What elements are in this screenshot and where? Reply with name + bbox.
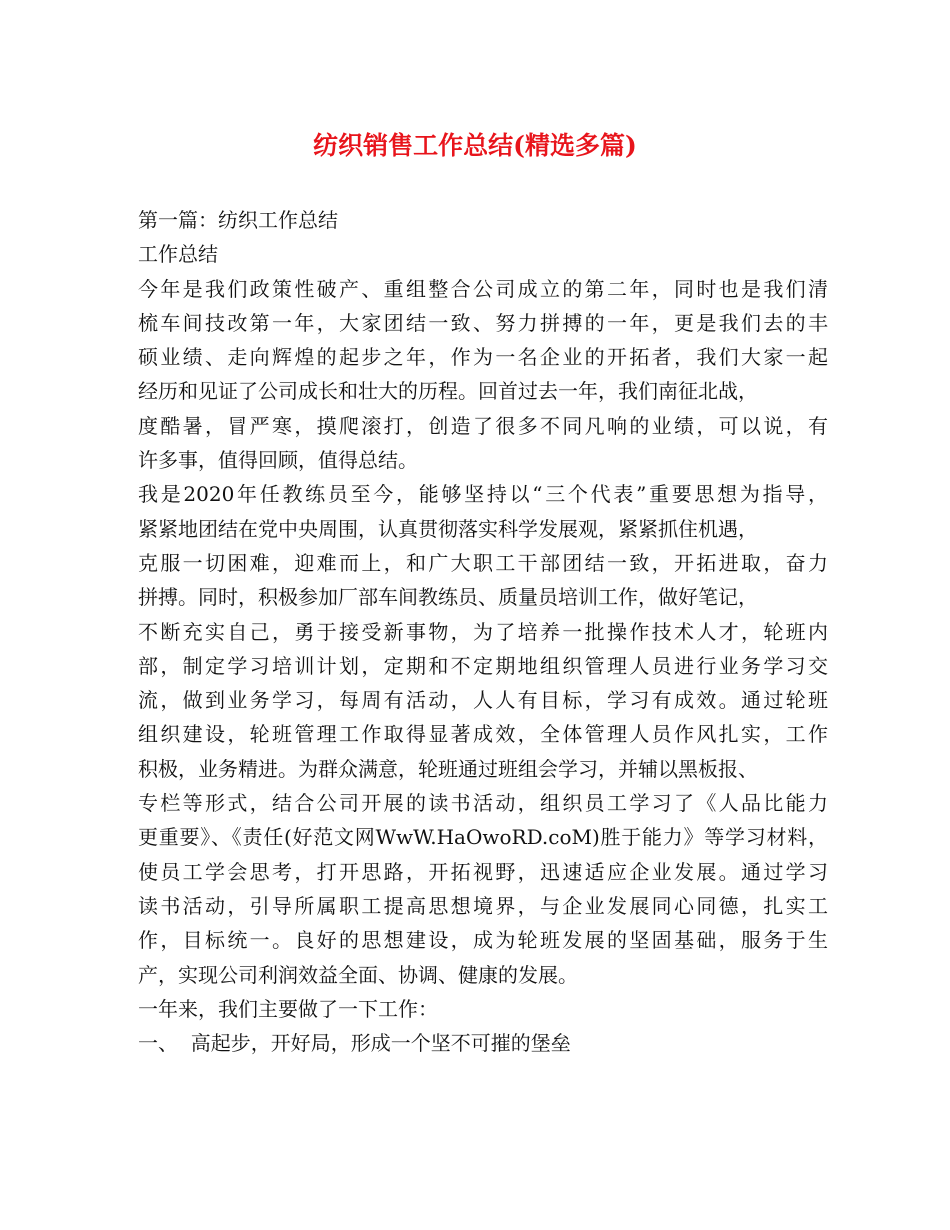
list-heading: 一、 高起步，开好局，形成一个坚不可摧的堡垒: [138, 1031, 571, 1056]
paragraph-line: 更重要》、《责任(好范文网WwW.HaOwoRD.coM)胜于能力》等学习材料，: [138, 825, 828, 850]
paragraph-line: 硕业绩、走向辉煌的起步之年，作为一名企业的开拓者，我们大家一起: [138, 345, 828, 370]
document-body: [138, 203, 828, 1060]
section-heading: 第一篇：纺织工作总结: [138, 208, 338, 232]
paragraph-line: 部，制定学习培训计划，定期和不定期地组织管理人员进行业务学习交: [138, 653, 828, 678]
paragraph-line: 作，目标统一。良好的思想建设，成为轮班发展的坚固基础，服务于生: [138, 928, 828, 953]
paragraph-line: 流，做到业务学习，每周有活动，人人有目标，学习有成效。通过轮班: [138, 688, 828, 713]
paragraph-line: 许多事，值得回顾，值得总结。: [138, 448, 418, 473]
paragraph-line: 我是2020年任教练员至今，能够坚持以“三个代表”重要思想为指导，: [138, 482, 828, 507]
paragraph-line: 产，实现公司利润效益全面、协调、健康的发展。: [138, 962, 578, 987]
paragraph-line: 梳车间技改第一年，大家团结一致、努力拼搏的一年，更是我们去的丰: [138, 310, 828, 335]
paragraph-line: 拼搏。同时，积极参加厂部车间教练员、质量员培训工作，做好笔记，: [138, 585, 758, 610]
paragraph-line: 读书活动，引导所属职工提高思想境界，与企业发展同心同德，扎实工: [138, 893, 828, 918]
paragraph-line: 积极，业务精进。为群众满意，轮班通过班组会学习，并辅以黑板报、: [138, 756, 758, 781]
paragraph-line: 紧紧地团结在党中央周围，认真贯彻落实科学发展观，紧紧抓住机遇，: [138, 516, 758, 541]
paragraph-line: 专栏等形式，结合公司开展的读书活动，组织员工学习了《人品比能力: [138, 791, 828, 816]
paragraph-line: 今年是我们政策性破产、重组整合公司成立的第二年，同时也是我们清: [138, 276, 828, 301]
paragraph-line: 不断充实自己，勇于接受新事物，为了培养一批操作技术人才，轮班内: [138, 619, 828, 644]
paragraph-line: 克服一切困难，迎难而上，和广大职工干部团结一致，开拓进取，奋力: [138, 550, 828, 575]
document-title: 纺织销售工作总结(精选多篇): [313, 131, 637, 160]
paragraph-line: 经历和见证了公司成长和壮大的历程。回首过去一年，我们南征北战，: [138, 379, 758, 404]
paragraph-line: 组织建设，轮班管理工作取得显著成效，全体管理人员作风扎实，工作: [138, 722, 828, 747]
paragraph-line: 度酷暑，冒严寒，摸爬滚打，创造了很多不同凡响的业绩，可以说，有: [138, 413, 828, 438]
paragraph-line: 一年来，我们主要做了一下工作：: [138, 996, 438, 1021]
paragraph-line: 使员工学会思考，打开思路，开拓视野，迅速适应企业发展。通过学习: [138, 859, 828, 884]
subsection-heading: 工作总结: [138, 242, 218, 267]
